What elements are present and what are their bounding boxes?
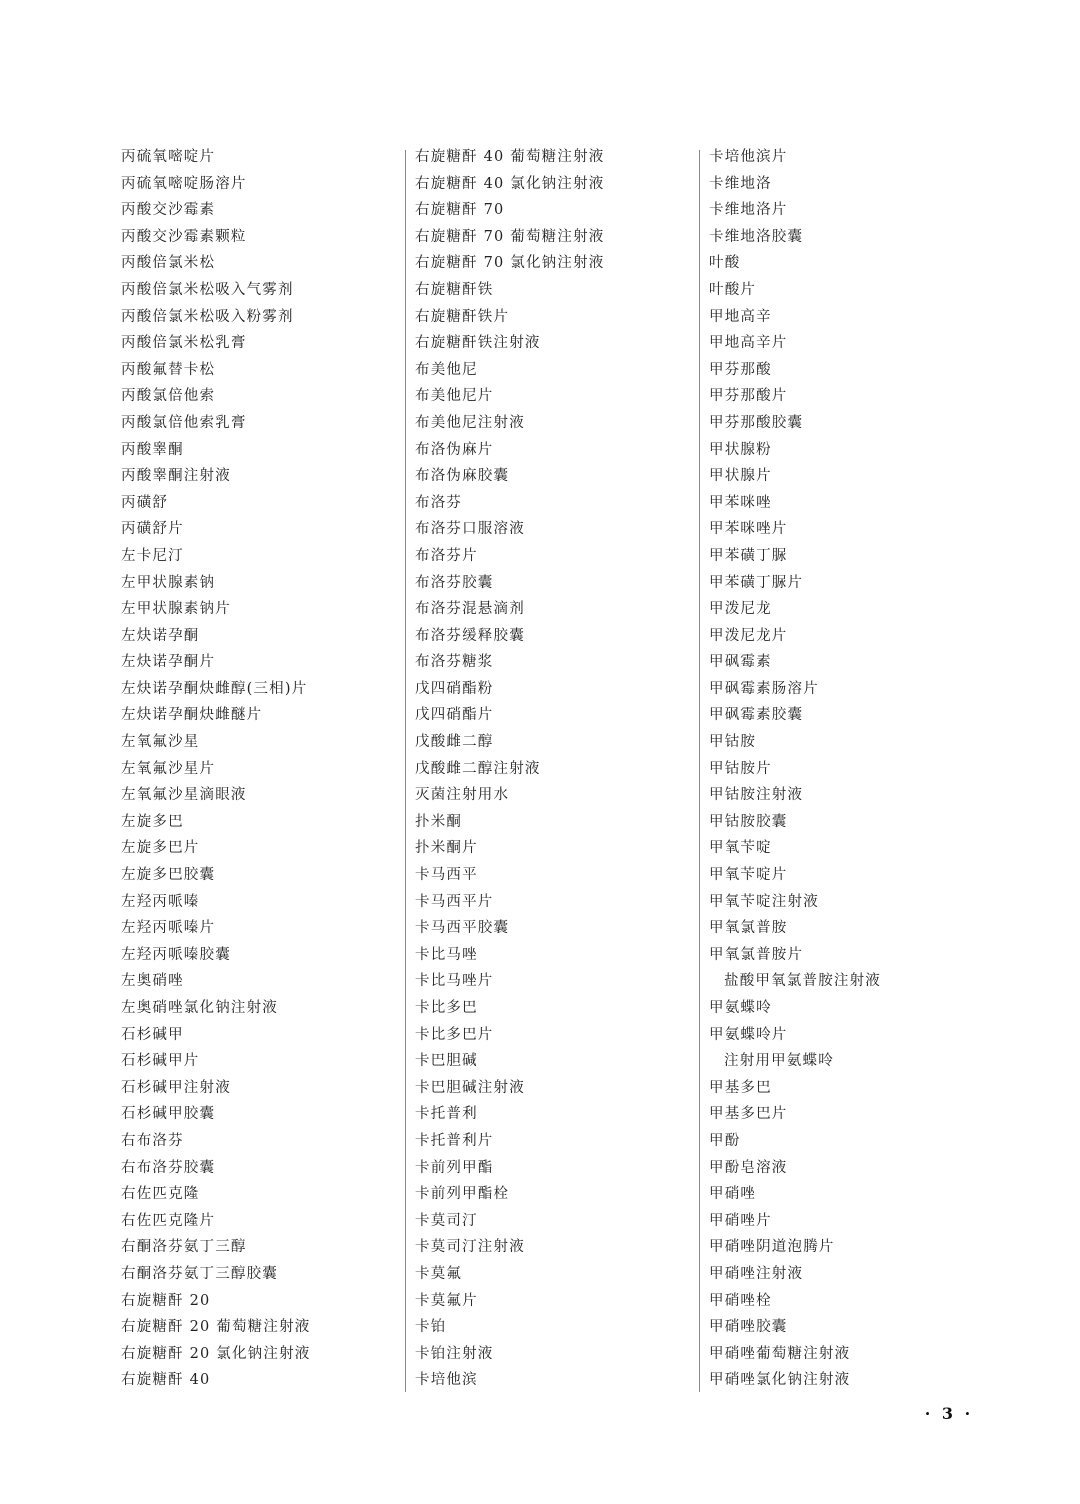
drug-entry: 丙磺舒 bbox=[121, 494, 169, 511]
drug-entry: 右旋糖酐铁注射液 bbox=[415, 335, 541, 352]
drug-entry: 左甲状腺素钠 bbox=[121, 574, 216, 591]
drug-entry: 布美他尼注射液 bbox=[415, 414, 525, 431]
drug-entry: 布洛芬胶囊 bbox=[415, 574, 494, 591]
drug-entry: 卡培他滨片 bbox=[709, 149, 788, 165]
drug-entry: 卡马西平胶囊 bbox=[415, 920, 510, 937]
drug-entry: 甲基多巴片 bbox=[709, 1106, 788, 1123]
drug-entry: 甲硝唑注射液 bbox=[709, 1265, 804, 1282]
drug-entry: 卡维地洛胶囊 bbox=[709, 228, 804, 245]
drug-entry: 布洛芬口服溶液 bbox=[415, 521, 525, 538]
drug-entry: 左卡尼汀 bbox=[121, 547, 184, 564]
drug-entry: 石杉碱甲注射液 bbox=[121, 1079, 231, 1096]
drug-entry: 卡铂注射液 bbox=[415, 1345, 494, 1362]
drug-entry: 甲氧氯普胺 bbox=[709, 920, 788, 937]
drug-entry: 卡巴胆碱注射液 bbox=[415, 1079, 525, 1096]
drug-entry: 左氧氟沙星片 bbox=[121, 760, 216, 777]
drug-entry: 甲泼尼龙片 bbox=[709, 627, 788, 644]
drug-entry: 左甲状腺素钠片 bbox=[121, 601, 231, 618]
drug-entry: 右旋糖酐 40 bbox=[121, 1372, 211, 1389]
drug-entry: 甲氧苄啶注射液 bbox=[709, 893, 819, 910]
drug-entry: 右布洛芬胶囊 bbox=[121, 1159, 216, 1176]
drug-entry: 甲苯磺丁脲片 bbox=[709, 574, 804, 591]
drug-entry: 甲氧苄啶片 bbox=[709, 867, 788, 884]
drug-entry: 卡比多巴 bbox=[415, 1000, 478, 1016]
drug-entry: 甲芬那酸胶囊 bbox=[709, 414, 804, 431]
drug-entry: 甲地高辛 bbox=[709, 308, 772, 325]
drug-entry: 灭菌注射用水 bbox=[415, 787, 510, 804]
drug-entry: 右旋糖酐铁片 bbox=[415, 308, 510, 325]
drug-entry: 丙酸氟替卡松 bbox=[121, 361, 216, 378]
drug-entry: 卡托普利片 bbox=[415, 1132, 494, 1149]
drug-entry: 甲硝唑葡萄糖注射液 bbox=[709, 1345, 851, 1362]
drug-entry: 右旋糖酐 70 葡萄糖注射液 bbox=[415, 228, 605, 245]
drug-entry: 卡比马唑片 bbox=[415, 973, 494, 990]
drug-entry: 丙酸氯倍他索乳膏 bbox=[121, 414, 247, 431]
drug-entry: 盐酸甲氧氯普胺注射液 bbox=[724, 973, 881, 990]
drug-entry: 甲砜霉素 bbox=[709, 654, 772, 671]
drug-entry: 甲苯磺丁脲 bbox=[709, 547, 788, 564]
drug-entry: 左旋多巴 bbox=[121, 813, 184, 830]
drug-entry: 甲酚皂溶液 bbox=[709, 1159, 788, 1176]
drug-entry: 布洛芬缓释胶囊 bbox=[415, 627, 525, 644]
drug-entry: 丙酸睾酮注射液 bbox=[121, 468, 231, 485]
drug-entry: 右旋糖酐 20 葡萄糖注射液 bbox=[121, 1319, 311, 1336]
drug-entry: 石杉碱甲片 bbox=[121, 1053, 200, 1070]
drug-entry: 右旋糖酐 40 氯化钠注射液 bbox=[415, 175, 605, 192]
drug-entry: 甲氧氯普胺片 bbox=[709, 946, 804, 963]
drug-entry: 甲硝唑氯化钠注射液 bbox=[709, 1372, 851, 1389]
drug-entry: 甲芬那酸 bbox=[709, 361, 772, 378]
drug-entry: 右旋糖酐 20 bbox=[121, 1292, 211, 1309]
drug-entry: 甲钴胺胶囊 bbox=[709, 813, 788, 830]
column-divider bbox=[405, 150, 406, 1392]
drug-entry: 卡铂 bbox=[415, 1319, 447, 1336]
drug-entry: 右佐匹克隆片 bbox=[121, 1212, 216, 1229]
drug-entry: 甲酚 bbox=[709, 1132, 741, 1149]
drug-entry: 左羟丙哌嗪胶囊 bbox=[121, 946, 231, 963]
drug-entry: 甲硝唑 bbox=[709, 1186, 757, 1203]
drug-entry: 甲硝唑栓 bbox=[709, 1292, 772, 1309]
drug-entry: 卡维地洛片 bbox=[709, 202, 788, 219]
drug-entry: 甲氨蝶呤片 bbox=[709, 1026, 788, 1043]
drug-entry: 甲芬那酸片 bbox=[709, 388, 788, 405]
drug-entry: 卡莫司汀 bbox=[415, 1212, 478, 1229]
drug-entry: 甲硝唑胶囊 bbox=[709, 1319, 788, 1336]
drug-entry: 戊四硝酯片 bbox=[415, 707, 494, 724]
drug-entry: 布洛伪麻片 bbox=[415, 441, 494, 458]
drug-entry: 右酮洛芬氨丁三醇 bbox=[121, 1239, 247, 1256]
drug-entry: 卡培他滨 bbox=[415, 1372, 478, 1389]
drug-entry: 左炔诺孕酮 bbox=[121, 627, 200, 644]
drug-entry: 左奥硝唑 bbox=[121, 973, 184, 990]
drug-entry: 左氧氟沙星滴眼液 bbox=[121, 787, 247, 804]
drug-entry: 甲砜霉素肠溶片 bbox=[709, 680, 819, 697]
drug-entry: 丙酸倍氯米松吸入粉雾剂 bbox=[121, 308, 294, 325]
drug-entry: 布洛芬混悬滴剂 bbox=[415, 601, 525, 618]
column-divider bbox=[699, 150, 700, 1392]
drug-entry: 丙磺舒片 bbox=[121, 521, 184, 538]
drug-entry: 卡莫司汀注射液 bbox=[415, 1239, 525, 1256]
drug-entry: 卡马西平 bbox=[415, 867, 478, 884]
drug-entry: 左氧氟沙星 bbox=[121, 734, 200, 751]
drug-entry: 卡比多巴片 bbox=[415, 1026, 494, 1043]
drug-entry: 右旋糖酐 70 bbox=[415, 202, 505, 219]
drug-entry: 甲泼尼龙 bbox=[709, 601, 772, 618]
drug-entry: 甲基多巴 bbox=[709, 1079, 772, 1096]
drug-entry: 左旋多巴胶囊 bbox=[121, 867, 216, 884]
drug-entry: 甲钴胺 bbox=[709, 734, 757, 751]
drug-entry: 甲苯咪唑 bbox=[709, 494, 772, 511]
drug-entry: 丙酸睾酮 bbox=[121, 441, 184, 458]
drug-entry: 左羟丙哌嗪片 bbox=[121, 920, 216, 937]
drug-entry: 右酮洛芬氨丁三醇胶囊 bbox=[121, 1265, 278, 1282]
drug-entry: 甲苯咪唑片 bbox=[709, 521, 788, 538]
drug-entry: 丙硫氧嘧啶片 bbox=[121, 149, 216, 165]
drug-entry: 右旋糖酐 20 氯化钠注射液 bbox=[121, 1345, 311, 1362]
drug-entry: 甲状腺粉 bbox=[709, 441, 772, 458]
drug-entry: 甲砜霉素胶囊 bbox=[709, 707, 804, 724]
column-3 bbox=[709, 144, 989, 1394]
drug-entry: 左炔诺孕酮炔雌醇(三相)片 bbox=[121, 680, 308, 697]
drug-entry: 丙酸倍氯米松吸入气雾剂 bbox=[121, 281, 294, 298]
drug-entry: 戊酸雌二醇 bbox=[415, 734, 494, 751]
drug-entry: 注射用甲氨蝶呤 bbox=[724, 1053, 834, 1070]
drug-entry: 甲钴胺片 bbox=[709, 760, 772, 777]
drug-entry: 左羟丙哌嗪 bbox=[121, 893, 200, 910]
drug-entry: 丙酸氯倍他索 bbox=[121, 388, 216, 405]
drug-entry: 甲状腺片 bbox=[709, 468, 772, 485]
drug-entry: 丙酸交沙霉素颗粒 bbox=[121, 228, 247, 245]
drug-entry: 右旋糖酐 70 氯化钠注射液 bbox=[415, 255, 605, 272]
drug-entry: 戊酸雌二醇注射液 bbox=[415, 760, 541, 777]
drug-entry: 布洛芬糖浆 bbox=[415, 654, 494, 671]
drug-entry: 甲钴胺注射液 bbox=[709, 787, 804, 804]
drug-entry: 右旋糖酐 40 葡萄糖注射液 bbox=[415, 149, 605, 165]
drug-entry: 左奥硝唑氯化钠注射液 bbox=[121, 1000, 278, 1016]
drug-entry: 布洛芬 bbox=[415, 494, 463, 511]
drug-entry: 甲地高辛片 bbox=[709, 335, 788, 352]
page-number: · 3 · bbox=[924, 1404, 974, 1423]
drug-entry: 左炔诺孕酮炔雌醚片 bbox=[121, 707, 263, 724]
drug-entry: 左旋多巴片 bbox=[121, 840, 200, 857]
drug-entry: 丙硫氧嘧啶肠溶片 bbox=[121, 175, 247, 192]
drug-entry: 卡维地洛 bbox=[709, 175, 772, 192]
column-1 bbox=[121, 144, 401, 1394]
drug-entry: 甲硝唑阴道泡腾片 bbox=[709, 1239, 835, 1256]
drug-entry: 右佐匹克隆 bbox=[121, 1186, 200, 1203]
drug-entry: 布洛芬片 bbox=[415, 547, 478, 564]
drug-entry: 布洛伪麻胶囊 bbox=[415, 468, 510, 485]
drug-entry: 卡巴胆碱 bbox=[415, 1053, 478, 1070]
drug-entry: 扑米酮片 bbox=[415, 840, 478, 857]
drug-entry: 石杉碱甲 bbox=[121, 1026, 184, 1043]
drug-entry: 卡比马唑 bbox=[415, 946, 478, 963]
drug-entry: 叶酸片 bbox=[709, 281, 757, 298]
drug-entry: 卡莫氟 bbox=[415, 1265, 463, 1282]
drug-entry: 卡马西平片 bbox=[415, 893, 494, 910]
drug-entry: 戊四硝酯粉 bbox=[415, 680, 494, 697]
drug-entry: 右布洛芬 bbox=[121, 1132, 184, 1149]
drug-entry: 卡托普利 bbox=[415, 1106, 478, 1123]
drug-entry: 甲硝唑片 bbox=[709, 1212, 772, 1229]
drug-entry: 右旋糖酐铁 bbox=[415, 281, 494, 298]
drug-entry: 石杉碱甲胶囊 bbox=[121, 1106, 216, 1123]
drug-entry: 丙酸交沙霉素 bbox=[121, 202, 216, 219]
column-2 bbox=[415, 144, 695, 1394]
drug-entry: 卡前列甲酯 bbox=[415, 1159, 494, 1176]
drug-entry: 丙酸倍氯米松乳膏 bbox=[121, 335, 247, 352]
drug-entry: 叶酸 bbox=[709, 255, 741, 272]
drug-entry: 卡莫氟片 bbox=[415, 1292, 478, 1309]
drug-entry: 布美他尼 bbox=[415, 361, 478, 378]
drug-entry: 甲氧苄啶 bbox=[709, 840, 772, 857]
drug-entry: 卡前列甲酯栓 bbox=[415, 1186, 510, 1203]
drug-entry: 布美他尼片 bbox=[415, 388, 494, 405]
drug-entry: 左炔诺孕酮片 bbox=[121, 654, 216, 671]
drug-entry: 丙酸倍氯米松 bbox=[121, 255, 216, 272]
drug-entry: 甲氨蝶呤 bbox=[709, 1000, 772, 1016]
drug-entry: 扑米酮 bbox=[415, 813, 463, 830]
